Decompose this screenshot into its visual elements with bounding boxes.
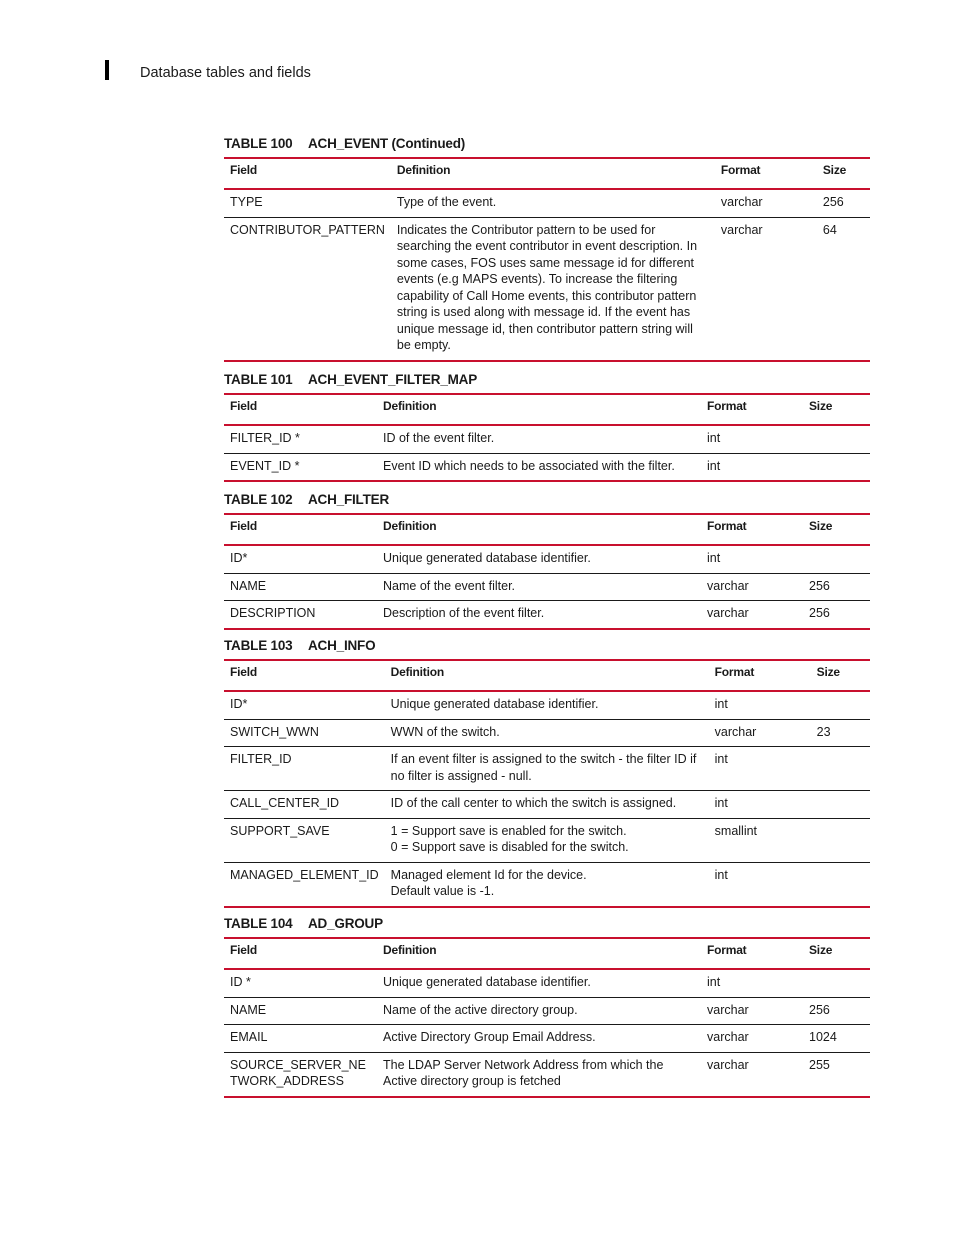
cell-field: ID*: [230, 697, 248, 711]
col-field: Field: [230, 519, 258, 533]
cell-size: 1024: [809, 1030, 837, 1044]
header-row: [224, 660, 870, 691]
col-format: Format: [707, 399, 747, 413]
running-header: Database tables and fields: [140, 65, 311, 81]
cell-size: 256: [809, 1002, 830, 1017]
cell-definition: Type of the event.: [396, 195, 497, 209]
cell-size: 23: [816, 724, 831, 739]
col-format: Format: [720, 163, 761, 177]
table-number: TABLE 104: [224, 916, 293, 931]
header-row: [224, 394, 870, 425]
cell-size: [803, 425, 870, 453]
col-definition: Definition: [383, 519, 437, 533]
cell-field: FILTER_ID: [230, 752, 292, 766]
cell-field: NAME: [230, 1002, 267, 1017]
cell-definition: Indicates the Contributor pattern to be used for searching the event contributor in event description. In some cases, FOS uses same message id for different events (e.g MAPS events). To increase the filtering capability of Call Home events, this contributor pattern string is used along with message id. If the event has unique message id, then contributor pattern string will be empty.: [396, 222, 698, 352]
col-format: Format: [707, 943, 747, 957]
table-100-title: [224, 136, 465, 151]
cell-size: 255: [809, 1057, 830, 1072]
cell-definition: Name of the event filter.: [383, 578, 516, 593]
col-size: Size: [809, 943, 833, 957]
col-field: Field: [230, 943, 258, 957]
cell-size: [811, 818, 870, 862]
cell-definition: WWN of the switch.: [390, 724, 500, 739]
header-row: [224, 938, 870, 969]
cell-field: MANAGED_ELEMENT_ID: [230, 867, 379, 882]
cell-field: SUPPORT_SAVE: [230, 823, 330, 838]
cell-size: [811, 791, 870, 819]
cell-format: int: [714, 697, 728, 711]
table-row: [224, 545, 870, 573]
table-name: ACH_INFO: [308, 638, 376, 653]
cell-format: varchar: [707, 578, 749, 593]
cell-format: varchar: [720, 222, 763, 237]
table-row: [224, 818, 870, 862]
table-102: [224, 513, 870, 630]
cell-size: [803, 453, 870, 481]
cell-definition: ID of the event filter.: [383, 431, 495, 445]
cell-field: SWITCH_WWN: [230, 724, 319, 739]
table-101: [224, 393, 870, 482]
col-field: Field: [230, 665, 258, 679]
cell-size: 64: [822, 222, 837, 237]
cell-format: int: [714, 752, 728, 766]
cell-definition: Managed element Id for the device. Default value is -1.: [390, 867, 587, 898]
cell-format: int: [707, 458, 721, 473]
table-row: [224, 719, 870, 747]
table-row: [224, 601, 870, 629]
table-row: [224, 573, 870, 601]
cell-definition: Unique generated database identifier.: [383, 975, 591, 989]
cell-field: SOURCE_SERVER_NETWORK_ADDRESS: [230, 1057, 366, 1088]
cell-definition: Event ID which needs to be associated with the filter.: [383, 458, 675, 473]
cell-definition: 1 = Support save is enabled for the switch. 0 = Support save is disabled for the switch.: [390, 823, 629, 854]
col-definition: Definition: [383, 399, 437, 413]
table-row: [224, 747, 870, 791]
cell-format: int: [707, 551, 721, 565]
col-field: Field: [230, 163, 258, 177]
header-row: [224, 158, 870, 189]
margin-change-bar: [105, 60, 109, 80]
table-row: [224, 862, 870, 907]
cell-field: FILTER_ID *: [230, 431, 300, 445]
cell-field: EMAIL: [230, 1030, 268, 1044]
cell-format: smallint: [714, 823, 758, 838]
cell-format: varchar: [714, 724, 757, 739]
col-size: Size: [816, 665, 840, 679]
table-row: [224, 1052, 870, 1097]
table-103-title: [224, 638, 375, 653]
cell-format: varchar: [720, 195, 763, 209]
cell-definition: If an event filter is assigned to the switch - the filter ID if no filter is assigned - null.: [390, 752, 697, 783]
table-name: ACH_EVENT_FILTER_MAP: [308, 372, 478, 387]
cell-size: [811, 747, 870, 791]
cell-definition: Active Directory Group Email Address.: [383, 1030, 596, 1044]
cell-format: int: [714, 796, 728, 810]
cell-field: DESCRIPTION: [230, 606, 316, 620]
table-number: TABLE 103: [224, 638, 293, 653]
table-name: AD_GROUP: [308, 916, 383, 931]
col-size: Size: [822, 163, 847, 177]
cell-format: varchar: [707, 606, 749, 620]
table-101-title: [224, 372, 477, 387]
cell-field: CONTRIBUTOR_PATTERN: [230, 222, 385, 237]
table-row: [224, 189, 870, 217]
col-size: Size: [809, 519, 833, 533]
table-row: [224, 453, 870, 481]
cell-format: int: [707, 431, 721, 445]
table-104-title: [224, 916, 383, 931]
cell-size: [803, 969, 870, 997]
cell-format: int: [707, 975, 721, 989]
table-row: [224, 425, 870, 453]
table-number: TABLE 100: [224, 136, 293, 151]
cell-field: ID *: [230, 975, 251, 989]
cell-definition: Description of the event filter.: [383, 606, 545, 620]
table-row: [224, 691, 870, 719]
table-row: [224, 791, 870, 819]
table-row: [224, 217, 870, 361]
table-row: [224, 997, 870, 1025]
col-definition: Definition: [383, 943, 437, 957]
cell-definition: ID of the call center to which the switch is assigned.: [390, 796, 677, 810]
cell-field: TYPE: [230, 195, 263, 209]
cell-field: ID*: [230, 551, 248, 565]
table-104: [224, 937, 870, 1098]
cell-format: int: [714, 867, 728, 882]
table-103: [224, 659, 870, 908]
col-definition: Definition: [396, 163, 451, 177]
cell-format: varchar: [707, 1057, 749, 1072]
table-number: TABLE 101: [224, 372, 293, 387]
col-size: Size: [809, 399, 833, 413]
table-100: [224, 157, 870, 362]
cell-size: [811, 862, 870, 907]
cell-format: varchar: [707, 1030, 749, 1044]
cell-size: 256: [809, 606, 830, 620]
table-row: [224, 1025, 870, 1053]
cell-size: 256: [822, 195, 844, 209]
table-102-title: [224, 492, 389, 507]
cell-size: 256: [809, 578, 830, 593]
col-format: Format: [707, 519, 747, 533]
cell-field: EVENT_ID *: [230, 458, 300, 473]
col-format: Format: [714, 665, 755, 679]
table-name: ACH_EVENT (Continued): [308, 136, 466, 151]
cell-definition: Name of the active directory group.: [383, 1002, 578, 1017]
header-row: [224, 514, 870, 545]
cell-size: [803, 545, 870, 573]
cell-definition: Unique generated database identifier.: [390, 697, 599, 711]
cell-field: NAME: [230, 578, 267, 593]
cell-field: CALL_CENTER_ID: [230, 796, 340, 810]
cell-definition: Unique generated database identifier.: [383, 551, 591, 565]
cell-size: [811, 691, 870, 719]
cell-definition: The LDAP Server Network Address from which the Active directory group is fetched: [383, 1057, 664, 1088]
table-row: [224, 969, 870, 997]
cell-format: varchar: [707, 1002, 749, 1017]
table-name: ACH_FILTER: [308, 492, 389, 507]
col-field: Field: [230, 399, 258, 413]
col-definition: Definition: [390, 665, 444, 679]
table-number: TABLE 102: [224, 492, 293, 507]
